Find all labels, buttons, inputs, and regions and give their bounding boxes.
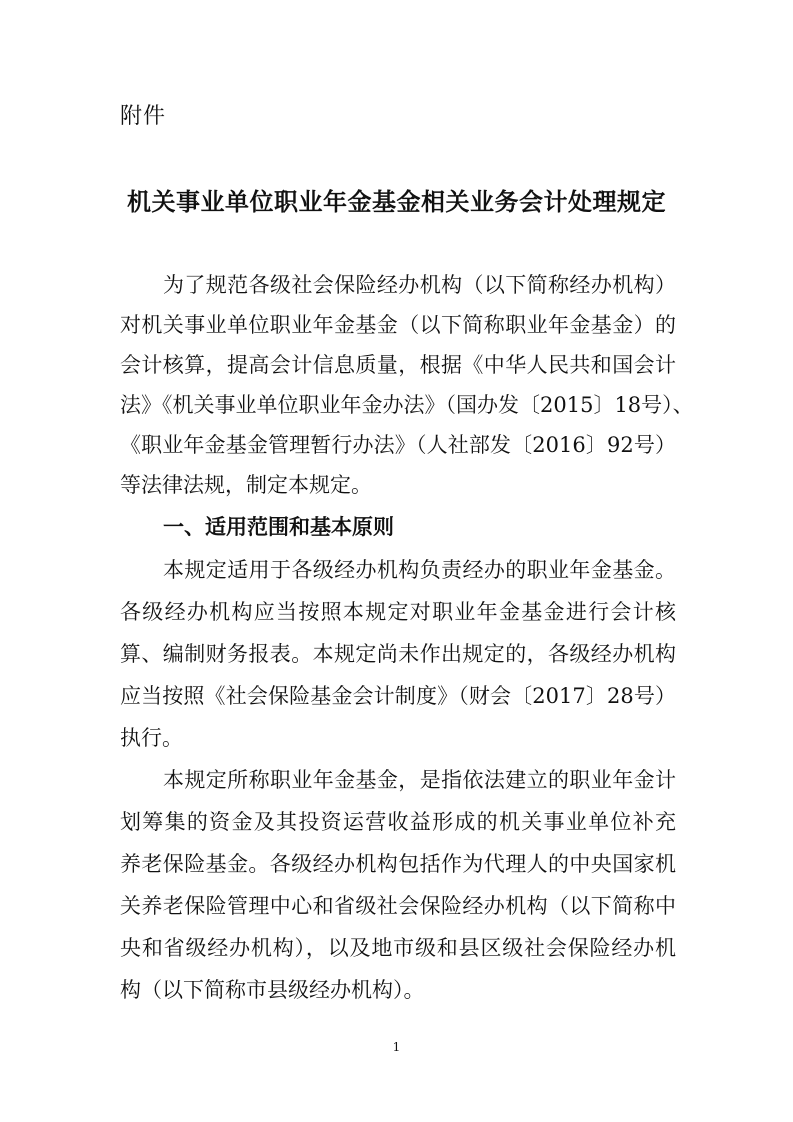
paragraph-1-line-4: 法》《机关事业单位职业年金办法》（国办发〔2015〕18号）、 <box>120 393 694 417</box>
paragraph-3-line-1: 本规定所称职业年金基金，是指依法建立的职业年金计 <box>163 768 676 792</box>
attachment-label: 附件 <box>120 104 167 129</box>
paragraph-2-line-1: 本规定适用于各级经办机构负责经办的职业年金基金。 <box>163 558 676 582</box>
paragraph-1-line-2: 对机关事业单位职业年金基金（以下简称职业年金基金）的 <box>120 313 676 337</box>
paragraph-3-line-5: 央和省级经办机构），以及地市级和县区级社会保险经办机 <box>120 936 676 960</box>
paragraph-2-line-2: 各级经办机构应当按照本规定对职业年金基金进行会计核 <box>120 600 676 624</box>
paragraph-3-line-3: 养老保险基金。各级经办机构包括作为代理人的中央国家机 <box>120 852 676 876</box>
paragraph-1-line-3: 会计核算，提高会计信息质量，根据《中华人民共和国会计 <box>120 353 676 377</box>
section-heading: 一、适用范围和基本原则 <box>163 515 394 539</box>
paragraph-3-line-2: 划筹集的资金及其投资运营收益形成的机关事业单位补充 <box>120 810 676 834</box>
paragraph-1-line-1: 为了规范各级社会保险经办机构（以下简称经办机构） <box>163 273 676 297</box>
paragraph-1-line-5: 《职业年金基金管理暂行办法》（人社部发〔2016〕92号） <box>120 433 676 457</box>
paragraph-2-line-4: 应当按照《社会保险基金会计制度》（财会〔2017〕28号） <box>120 684 676 708</box>
page-number: 1 <box>392 1040 401 1054</box>
paragraph-3-line-6: 构（以下简称市县级经办机构）。 <box>120 978 425 1002</box>
paragraph-2-line-5: 执行。 <box>120 726 183 750</box>
document-title: 机关事业单位职业年金基金相关业务会计处理规定 <box>127 188 666 216</box>
paragraph-1-line-6: 等法律法规，制定本规定。 <box>120 473 372 497</box>
paragraph-3-line-4: 关养老保险管理中心和省级社会保险经办机构（以下简称中 <box>120 894 676 918</box>
paragraph-2-line-3: 算、编制财务报表。本规定尚未作出规定的，各级经办机构 <box>120 642 676 666</box>
